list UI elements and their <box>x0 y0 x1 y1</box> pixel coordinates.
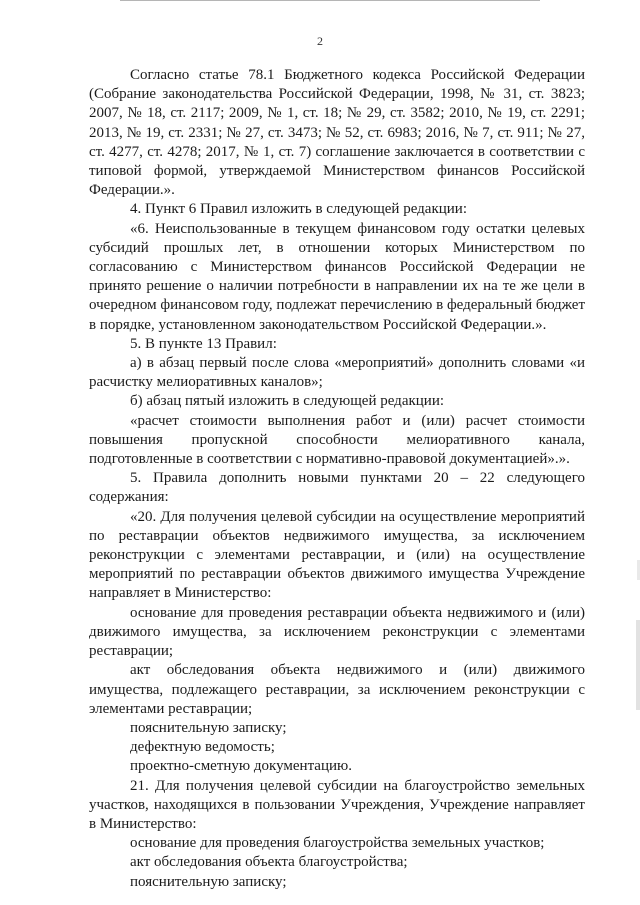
scan-edge-shadow <box>636 620 640 710</box>
paragraph-cost-calculation: «расчет стоимости выполнения работ и (или) расчет стоимости повышения пропускной способности мелиоративного канала, подготовленные в соответствии с нормативно-правовой документацией».». <box>89 412 585 468</box>
page-number: 2 <box>317 34 323 48</box>
list-item-defect-statement: дефектную ведомость; <box>130 739 275 756</box>
list-item-explanatory-note-2: пояснительную записку; <box>130 873 287 890</box>
paragraph-article-78-1: Согласно статье 78.1 Бюджетного кодекса Российской Федерации (Собрание законодательства Российской Федерации, 1998, № 31, ст. 3823; 2007, № 18, ст. 2117; 2009, № 1, ст. 18; № 29, ст. 3582; 2010, № 19, ст. 2291; 2013, № 19, ст. 2331; № 27, ст. 3473; № 52, ст. 6983; 2016, № 7, ст. 911; № 27, ст. 4277, ст. 4278; 2017, № 1, ст. 7) соглашение заключается в соответствии с типовой формой, утверждаемой Министерством финансов Российской Федерации.». <box>89 67 585 199</box>
list-item-explanatory-note: пояснительную записку; <box>130 719 287 736</box>
paragraph-subitem-b: б) абзац пятый изложить в следующей редакции: <box>130 393 445 410</box>
paragraph-point-6-text: «6. Неиспользованные в текущем финансовом году остатки целевых субсидий прошлых лет, в отношении которых Министерством по согласованию с Министерством финансов Российской Федерации не принято решение о наличии потребности в направлении их на те же цели в очередном финансовом году, подлежат перечислению в федеральный бюджет в порядке, установленном законодательством Российской Федерации.». <box>89 220 585 333</box>
list-item-landscaping-inspection: акт обследования объекта благоустройства; <box>130 854 408 871</box>
list-item-design-estimate: проектно-сметную документацию. <box>130 758 352 775</box>
paragraph-inspection-act: акт обследования объекта недвижимого и (или) движимого имущества, подлежащего реставрации, за исключением реконструкции с элементами реставрации; <box>89 662 585 717</box>
top-edge-rule <box>120 0 540 1</box>
paragraph-restoration-basis: основание для проведения реставрации объекта недвижимого и (или) движимого имущества, за исключением реконструкции с элементами реставрации; <box>89 604 585 660</box>
list-item-landscaping-basis: основание для проведения благоустройства земельных участков; <box>130 835 545 852</box>
paragraph-item-5: 5. В пункте 13 Правил: <box>130 335 277 352</box>
paragraph-subitem-a: а) в абзац первый после слова «мероприятий» дополнить словами «и расчистку мелиоративных каналов»; <box>89 355 585 391</box>
document-body <box>89 66 585 892</box>
paragraph-item-4: 4. Пункт 6 Правил изложить в следующей редакции: <box>130 201 467 218</box>
paragraph-point-21: 21. Для получения целевой субсидии на благоустройство земельных участков, находящихся в пользовании Учреждения, Учреждение направляет в Министерство: <box>89 777 585 832</box>
paragraph-point-20: «20. Для получения целевой субсидии на осуществление мероприятий по реставрации объектов недвижимого имущества, за исключением реконструкции с элементами реставрации, и (или) на осуществление мероприятий по реставрации объектов движимого имущества Учреждение направляет в Министерство: <box>89 508 585 602</box>
paragraph-add-points: 5. Правила дополнить новыми пунктами 20 – 22 следующего содержания: <box>89 470 585 506</box>
